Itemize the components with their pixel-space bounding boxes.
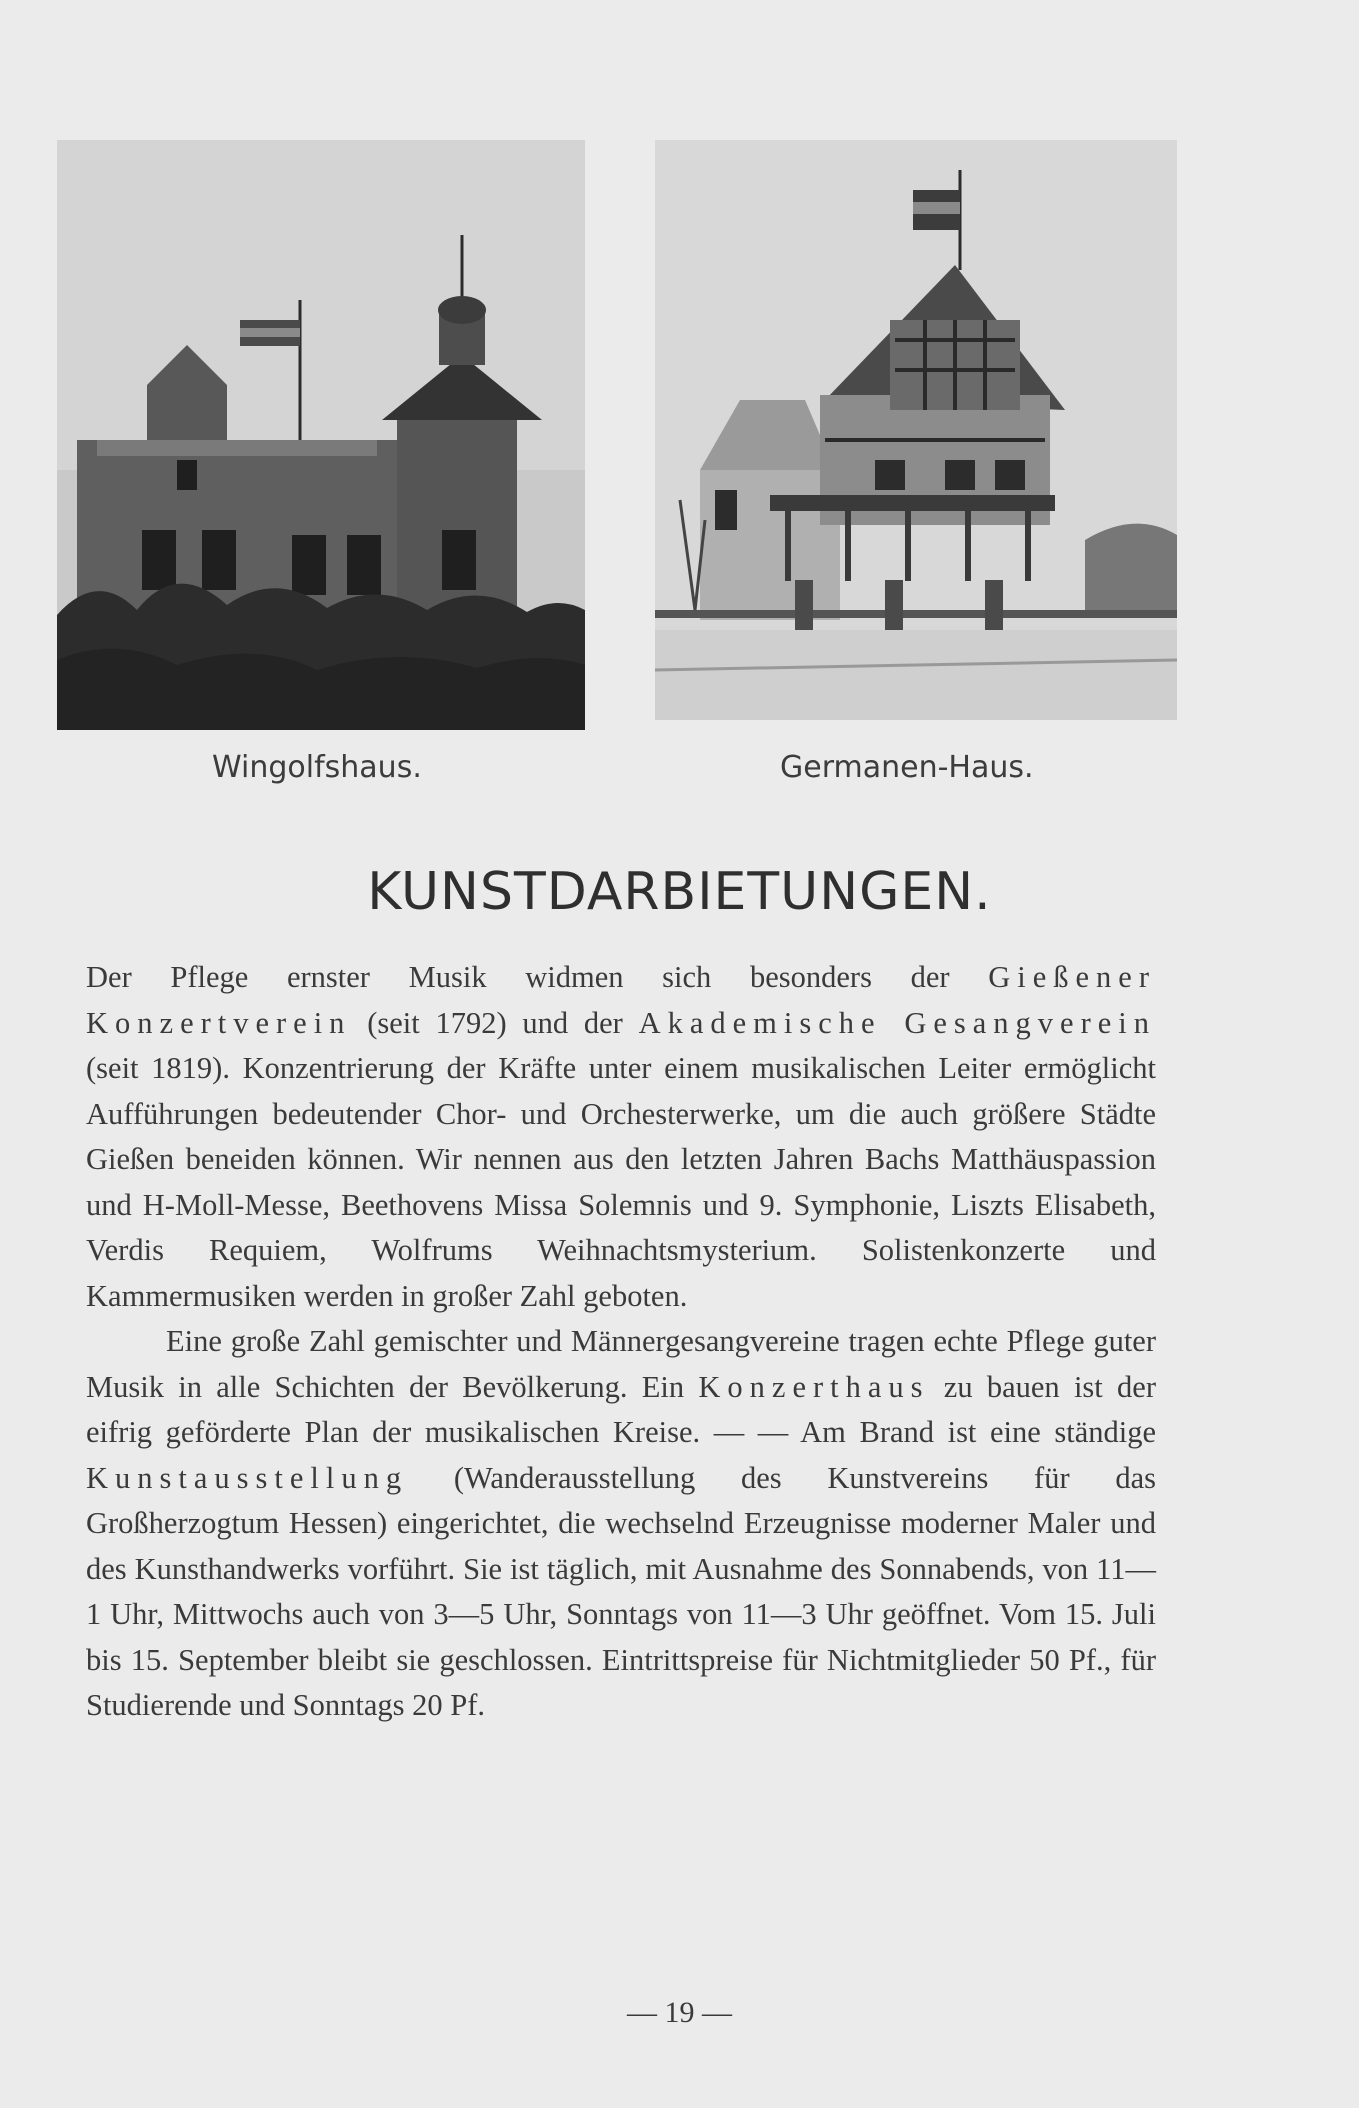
- paragraph-text: Der Pflege ernster Musik widmen sich besonders der: [86, 960, 989, 994]
- section-heading: KUNSTDARBIETUNGEN.: [367, 862, 992, 922]
- paragraph-text: (Wanderausstellung des Kunstvereins für das Großherzogtum Hessen) eingerichtet, die wechselnd Erzeugnisse moderner Maler und des Kunsthandwerks vorführt. Sie ist täglich, mit Ausnahme des Sonnabends, von 11—1 Uhr, Mittwochs auch von 3—5 Uhr, Sonntags von 11—3 Uhr geöffnet. Vom 15. Juli bis 15. September bleibt sie geschlossen. Eintrittspreise für Nichtmitglieder 50 Pf., für Studierende und Sonntags 20 Pf.: [86, 1460, 1156, 1722]
- paragraph-text: Eine große Zahl gemischter und Männergesangvereine tragen echte Pflege guter Musik in alle Schichten der Bevölkerung. Ein: [86, 1324, 1156, 1404]
- wingolfshaus-photo: [57, 140, 585, 730]
- figure-caption-germanen-haus: Germanen-Haus.: [780, 750, 1034, 785]
- spaced-emphasis: Gießener Konzertverein: [86, 960, 1156, 1040]
- paragraph-text: zu bauen ist der eifrig geförderte Plan der musikalischen Kreise. — — Am Brand ist eine ständige: [86, 1369, 1156, 1449]
- germanen-haus-photo: [655, 140, 1177, 720]
- spaced-emphasis: Kunstausstellung: [86, 1460, 409, 1495]
- paragraph-text: (seit 1792) und der: [351, 1005, 639, 1040]
- page-number: — 19 —: [627, 1996, 732, 2029]
- paragraph-music: [86, 955, 1156, 1319]
- spaced-emphasis: Akademische Gesangverein: [638, 1005, 1156, 1040]
- body-text: [86, 955, 1156, 1729]
- figure-caption-wingolfshaus: Wingolfshaus.: [212, 750, 422, 785]
- paragraph-societies: [86, 1319, 1156, 1729]
- spaced-emphasis: Konzerthaus: [698, 1369, 930, 1404]
- paragraph-text: (seit 1819). Konzentrierung der Kräfte unter einem musikalischen Leiter ermöglicht Aufführungen bedeutender Chor- und Orchesterwerke, um die auch größere Städte Gießen beneiden können. Wir nennen aus den letzten Jahren Bachs Matthäuspassion und H-Moll-Messe, Beethovens Missa Solemnis und 9. Symphonie, Liszts Elisabeth, Verdis Requiem, Wolfrums Weihnachtsmysterium. Solistenkonzerte und Kammermusiken werden in großer Zahl geboten.: [86, 1051, 1156, 1313]
